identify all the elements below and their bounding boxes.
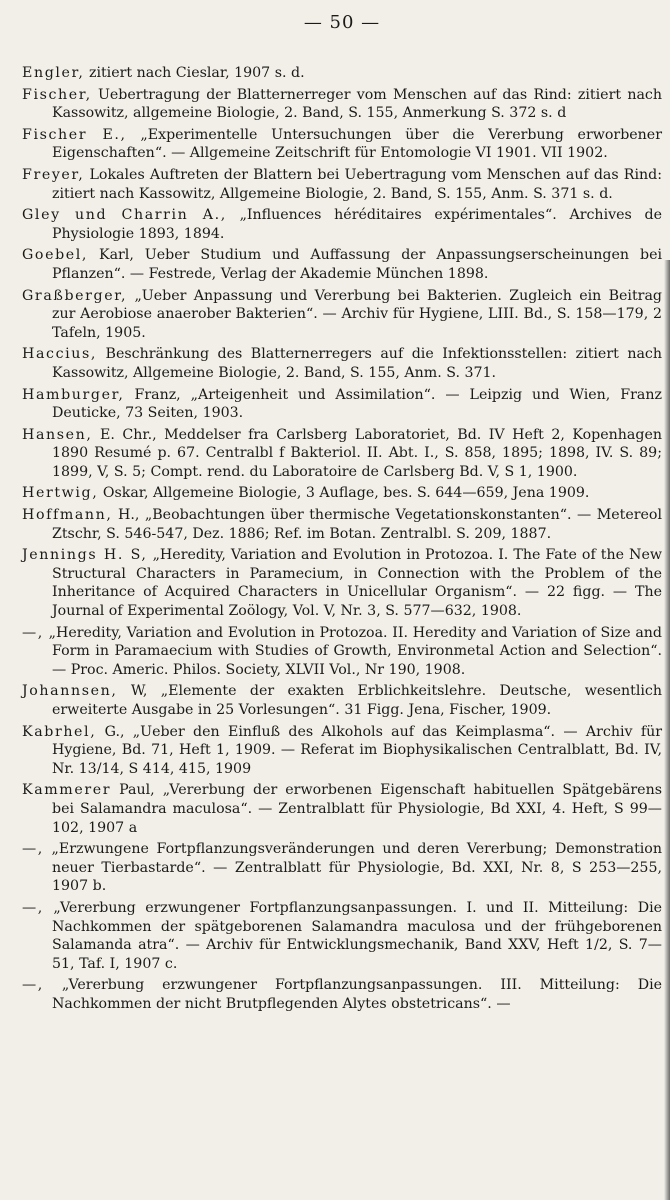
entry-author: Graßberger, [22, 287, 128, 304]
entry-author: Jennings H. S, [22, 547, 148, 564]
entry-author: Kabrhel, [22, 723, 97, 740]
bibliography-entry [22, 64, 662, 83]
entry-citation: Karl, Ueber Studium und Auffassung der Anpassungserscheinungen bei Pflanzen“. — Festrede, Verlag der Akademie München 1898. [52, 247, 663, 282]
bibliography-entry [22, 345, 662, 382]
entry-author: Haccius, [22, 346, 97, 363]
page-number: — 50 — [303, 12, 381, 33]
entry-citation: Uebertragung der Blatternerreger vom Menschen auf das Rind: zitiert nach Kassowitz, allgemeine Biologie, 2. Band, S. 155, Anmerkung S. 372 s. d [52, 86, 662, 122]
bibliography-entry [22, 624, 662, 680]
entry-citation: Beschränkung des Blatternerregers auf die Infektionsstellen: zitiert nach Kassowitz, Allgemeine Biologie, 2. Band, S. 155, Anm. S. 371. [52, 346, 662, 381]
entry-citation: H., „Beobachtungen über thermische Vegetationskonstanten“. — Metereol Ztschr, S. 546-547, Dez. 1886; Ref. im Botan. Zentralbl. S. 209, 1887. [52, 507, 662, 542]
entry-author: Goebel, [22, 247, 88, 264]
entry-citation: Franz, „Arteigenheit und Assimilation“. — Leipzig und Wien, Franz Deuticke, 73 Seiten, 1903. [52, 386, 662, 422]
bibliography-entry [22, 246, 662, 283]
entry-citation: „Experimentelle Untersuchungen über die Vererbung erworbener Eigenschaften“. — Allgemeine Zeitschrift für Entomologie VI 1901. VII 1902. [52, 126, 662, 162]
entry-citation: Paul, „Vererbung der erworbenen Eigenschaft habituellen Spätgebärens bei Salamandra maculosa“. — Zentralblatt für Physiologie, Bd XXI, 4. Heft, S 99—102, 1907 a [52, 782, 662, 836]
entry-citation: Lokales Auftreten der Blattern bei Uebertragung vom Menschen auf das Rind: zitiert nach Kassowitz, Allgemeine Biologie, 2. Band, S. 155, Anm. S. 371 s. d. [52, 166, 662, 202]
bibliography-entry [22, 86, 662, 123]
bibliography-entry [22, 976, 662, 1013]
bibliography-entry [22, 166, 662, 203]
entry-author: Kammerer [22, 782, 112, 799]
entry-citation: „Vererbung erzwungener Fortpflanzungsanpassungen. I. und II. Mitteilung: Die Nachkommen der spätgeborenen Salamandra maculosa und der frühgeborenen Salamanda atra“. — Archiv für Entwicklungsmechanik, Band XXV, Heft 1/2, S. 7—51, Taf. I, 1907 c. [52, 899, 663, 972]
bibliography-entry [22, 386, 662, 423]
entry-author: Fischer E., [22, 126, 127, 143]
bibliography-entry [22, 723, 662, 779]
bibliography-entry [22, 682, 662, 719]
entry-author: Freyer, [22, 166, 85, 183]
bibliography-entry [22, 546, 662, 620]
bibliography-entry [22, 287, 662, 343]
entry-citation: „Heredity, Variation and Evolution in Protozoa. II. Heredity and Variation of Size and Form in Paramaecium with Studies of Growth, Environmetal Action and Selection“. — Proc. Americ. Philos. Society, XLVII Vol., Nr 190, 1908. [48, 624, 662, 678]
entry-author: —, [22, 624, 44, 641]
bibliography-entry [22, 206, 662, 243]
entry-citation: „Heredity, Variation and Evolution in Protozoa. I. The Fate of the New Structural Characters in Paramecium, in Connection with the Problem of the Inheritance of Acquired Characters in Unicellular Organism“. — 22 figg. — The Journal of Experimental Zoölogy, Vol. V, Nr. 3, S. 577—632, 1908. [52, 547, 663, 620]
entry-citation: „Ueber Anpassung und Vererbung bei Bakterien. Zugleich ein Beitrag zur Aerobiose anaerober Bakterien“. — Archiv für Hygiene, LIII. Bd., S. 158—179, 2 Tafeln, 1905. [52, 287, 662, 341]
bibliography-entry [22, 899, 662, 973]
entry-author: Johannsen, [22, 683, 118, 700]
bibliography-list [22, 64, 662, 1014]
bibliography-entry [22, 484, 662, 503]
entry-author: Engler, [22, 65, 85, 81]
entry-citation: W, „Elemente der exakten Erblichkeitslehre. Deutsche, wesentlich erweiterte Ausgabe in 25 Vorlesungen“. 31 Figg. Jena, Fischer, 1909. [52, 683, 662, 718]
entry-author: —, [22, 899, 44, 916]
entry-citation: „Vererbung erzwungener Fortpflanzungsanpassungen. III. Mitteilung: Die Nachkommen der nicht Brutpflegenden Alytes obstetricans“. — [52, 977, 663, 1012]
entry-author: Hansen, [22, 426, 93, 443]
bibliography-entry [22, 781, 662, 837]
bibliography-entry [22, 506, 662, 543]
entry-author: —, [22, 841, 44, 858]
entry-author: Hertwig, [22, 485, 99, 502]
entry-citation: zitiert nach Cieslar, 1907 s. d. [88, 65, 305, 81]
bibliography-entry [22, 840, 662, 896]
bibliography-entry [22, 426, 662, 482]
entry-citation: Oskar, Allgemeine Biologie, 3 Auflage, bes. S. 644—659, Jena 1909. [102, 485, 590, 502]
entry-author: Gley und Charrin A., [22, 207, 227, 224]
page-edge-shadow [664, 260, 670, 1200]
entry-citation: „Influences héréditaires expérimentales“. Archives de Physiologie 1893, 1894. [52, 207, 663, 242]
entry-author: Hamburger, [22, 386, 125, 403]
entry-author: Fischer, [22, 86, 92, 103]
entry-citation: „Erzwungene Fortpflanzungsveränderungen und deren Vererbung; Demonstration neuer Tierbastarde“. — Zentralblatt für Physiologie, Bd. XXI, Nr. 8, S 253—255, 1907 b. [51, 841, 662, 895]
bibliography-entry [22, 126, 662, 163]
entry-citation: E. Chr., Meddelser fra Carlsberg Laboratoriet, Bd. IV Heft 2, Kopenhagen 1890 Resumé p. 67. Centralbl f Bakteriol. II. Abt. I., S. 858, 1895; 1898, IV. S. 89; 1899, V, S. 5; Compt. rend. du Laboratoire de Carlsberg Bd. V, S 1, 1900. [52, 426, 662, 480]
entry-author: Hoffmann, [22, 507, 113, 524]
entry-citation: G., „Ueber den Einfluß des Alkohols auf das Keimplasma“. — Archiv für Hygiene, Bd. 71, Heft 1, 1909. — Referat im Biophysikalischen Centralblatt, Bd. IV, Nr. 13/14, S 414, 415, 1909 [52, 723, 662, 777]
entry-author: —, [22, 977, 44, 994]
